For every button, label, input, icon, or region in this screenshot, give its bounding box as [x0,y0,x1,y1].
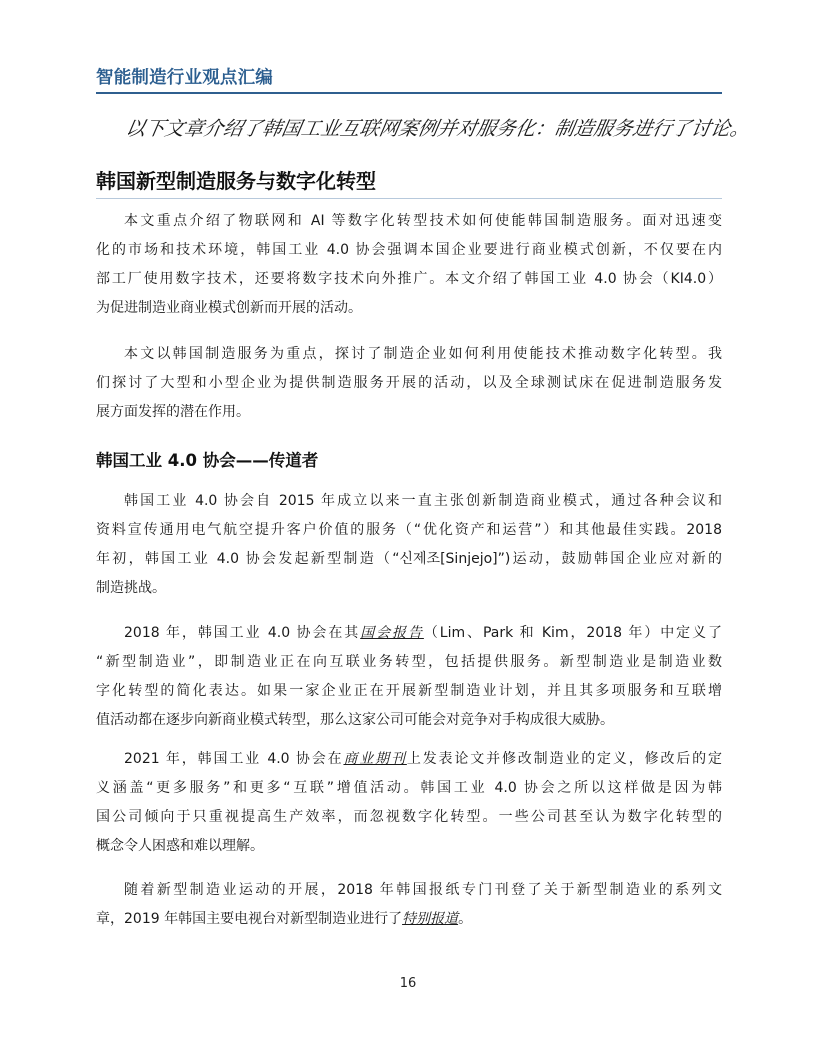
section-heading: 韩国工业 4.0 协会——传道者 [96,451,319,470]
paragraph-line: 本文重点介绍了物联网和 AI 等数字化转型技术如何使能韩国制造服务。面对迅速变 [124,213,722,229]
parliament-report-link[interactable]: 国会报告 [360,625,424,641]
business-journal-link[interactable]: 商业期刊 [343,751,407,767]
running-header [96,62,722,94]
paragraph-text: 2021 年，韩国工业 4.0 协会在 [124,751,344,767]
paragraph-5 [96,745,722,861]
intro-line: 以下文章介绍了韩国工业互联网案例并对服务化：制造服务进行了讨论。 [123,117,752,140]
paragraph-line [96,905,722,934]
paragraph-line: 化的市场和技术环境，韩国工业 4.0 协会强调本国企业要进行商业模式创新，不仅要在内 [96,242,722,258]
paragraph-line: 制造挑战。 [96,580,166,596]
paragraph-line: 字化转型的简化表达。如果一家企业正在开展新型制造业计划，并且其多项服务和互联增 [96,683,722,699]
paragraph-line: 们探讨了大型和小型企业为提供制造服务开展的活动，以及全球测试床在促进制造服务发 [96,375,722,391]
paragraph-2 [96,340,722,427]
title-divider [96,198,722,199]
paragraph-text: 上发表论文并修改制造业的定义，修改后的定 [406,751,723,767]
paragraph-line: 部工厂使用数字技术，还要将数字技术向外推广。本文介绍了韩国工业 4.0 协会（KI4.0） [96,271,722,287]
paragraph-1 [96,207,722,323]
paragraph-line: 展方面发挥的潜在作用。 [96,404,250,420]
paragraph-line [96,619,722,648]
paragraph-line [96,745,722,774]
paragraph-line: 值活动都在逐步向新商业模式转型，那么这家公司可能会对竞争对手构成很大威胁。 [96,712,614,728]
paragraph-text: （Lim、Park 和 Kim，2018 年）中定义了 [423,625,723,641]
paragraph-line: 韩国工业 4.0 协会自 2015 年成立以来一直主张创新制造商业模式，通过各种会议和 [124,493,722,509]
paragraph-line: “新型制造业”，即制造业正在向互联业务转型，包括提供服务。新型制造业是制造业数 [96,654,722,670]
paragraph-3 [96,487,722,603]
paragraph-line: 义涵盖“更多服务”和更多“互联”增值活动。韩国工业 4.0 协会之所以这样做是因为韩 [96,780,722,796]
paragraph-text: 2018 年，韩国工业 4.0 协会在其 [124,625,361,641]
paragraph-4 [96,619,722,735]
paragraph-text: 章，2019 年韩国主要电视台对新型制造业进行了 [96,911,403,927]
paragraph-line: 为促进制造业商业模式创新而开展的活动。 [96,300,362,316]
paragraph-line: 概念令人困惑和难以理解。 [96,838,264,854]
paragraph-line: 年初，韩国工业 4.0 协会发起新型制造（“신제조[Sinjejo]”)运动，鼓励韩国企业应对新的 [96,551,722,567]
paragraph-text: 。 [458,911,473,927]
article-title: 韩国新型制造服务与数字化转型 [96,169,376,193]
paragraph-line: 国公司倾向于只重视提高生产效率，而忽视数字化转型。一些公司甚至认为数字化转型的 [96,809,722,825]
paragraph-6 [96,876,722,934]
paragraph-line: 资料宣传通用电气航空提升客户价值的服务（“优化资产和运营”）和其他最佳实践。2018 [96,522,722,538]
paragraph-line: 随着新型制造业运动的开展，2018 年韩国报纸专门刊登了关于新型制造业的系列文 [124,882,722,898]
page-number: 16 [399,976,417,991]
paragraph-line: 本文以韩国制造服务为重点，探讨了制造企业如何利用使能技术推动数字化转型。我 [124,346,722,362]
special-report-link[interactable]: 特别报道 [402,911,459,927]
running-header-title: 智能制造行业观点汇编 [96,68,273,88]
